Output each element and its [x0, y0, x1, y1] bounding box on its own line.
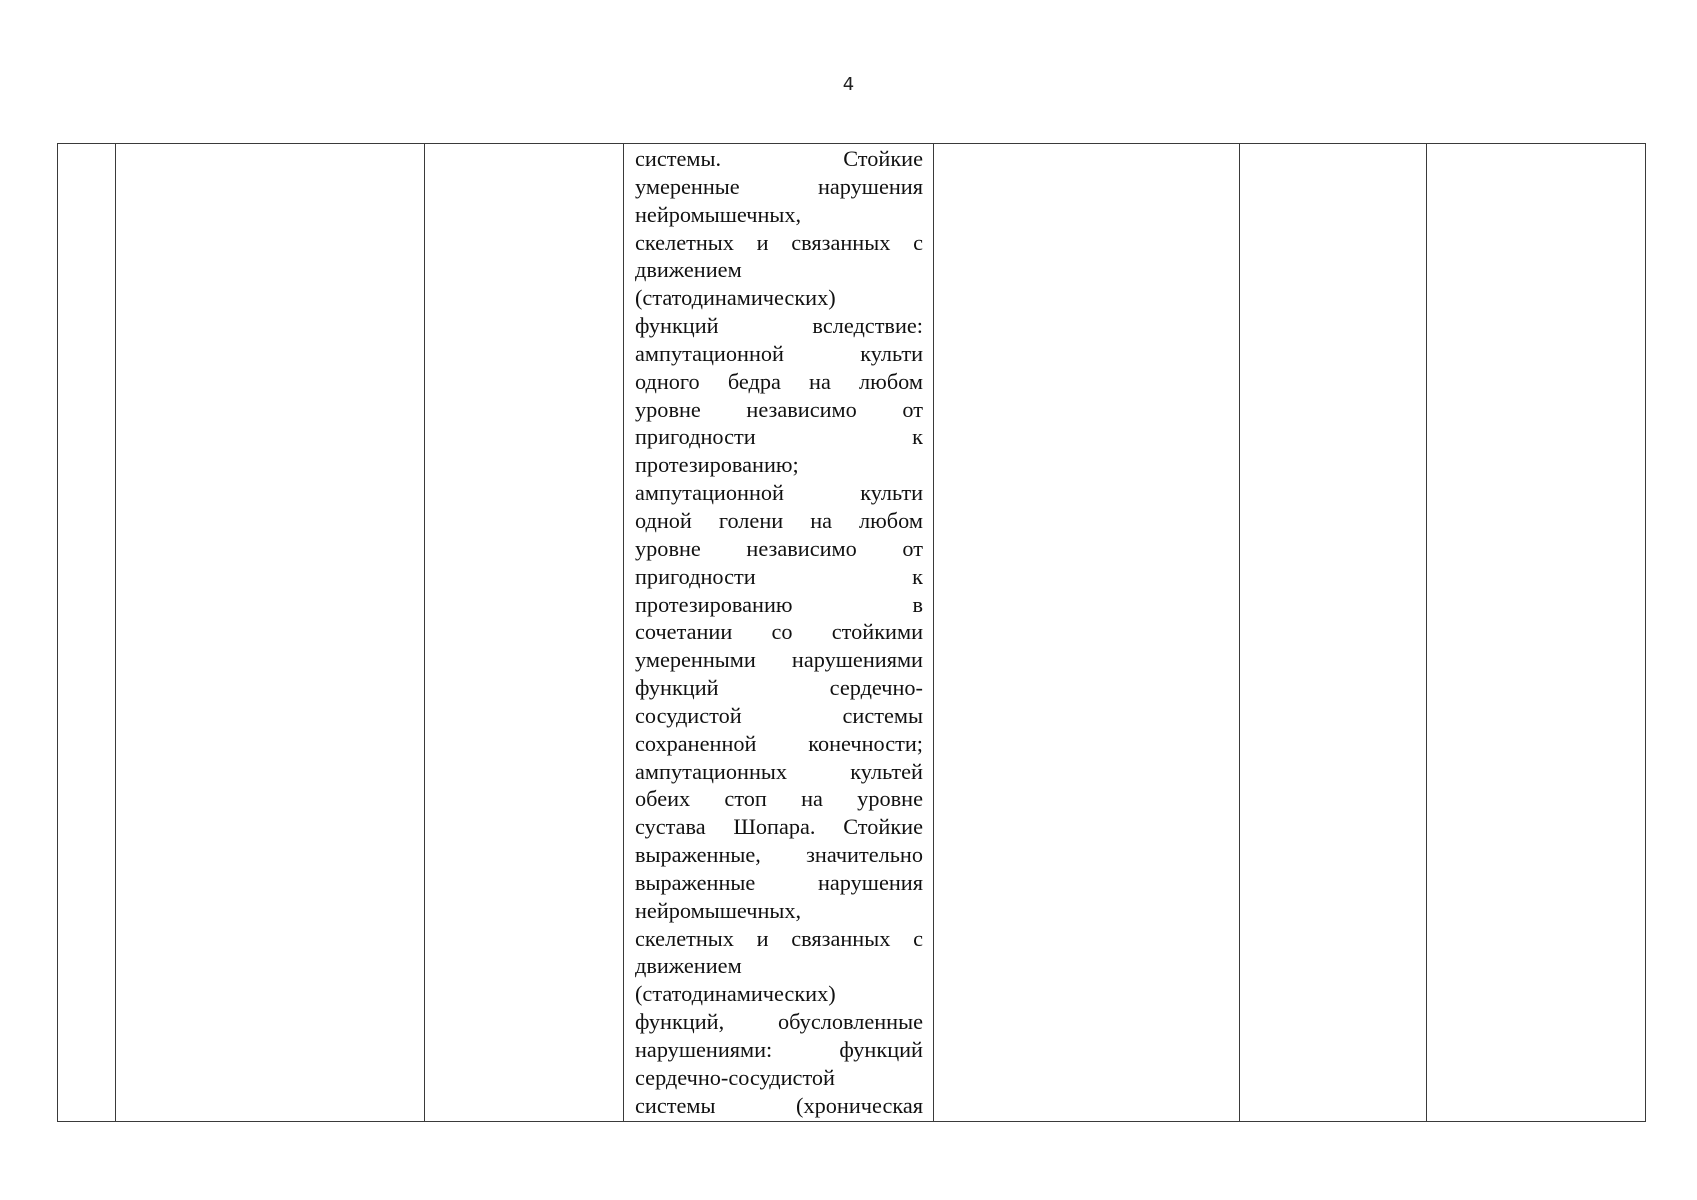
text-line: умеренные нарушения	[635, 173, 923, 199]
text-line: ампутационной культи	[635, 480, 923, 506]
table-row	[58, 144, 1646, 1122]
text-line: пригодности к	[635, 563, 923, 589]
text-line: функций вследствие:	[635, 313, 923, 339]
text-line: функций сердечно-	[635, 675, 923, 701]
document-table	[57, 143, 1646, 1122]
text-line: умеренными нарушениями	[635, 647, 923, 673]
text-line: одного бедра на любом	[635, 368, 923, 394]
table-cell-col4	[624, 144, 934, 1122]
text-line: уровне независимо от	[635, 535, 923, 561]
text-line: ампутационных культей	[635, 758, 923, 784]
text-line: системы. Стойкие	[635, 146, 923, 171]
text-line: выраженные нарушения	[635, 869, 923, 895]
text-line: сочетании со стойкими	[635, 619, 923, 645]
page-number: 4	[842, 74, 855, 95]
text-line: движением	[635, 257, 742, 283]
text-line: сердечно-сосудистой	[635, 1064, 835, 1090]
text-line: нейромышечных,	[635, 897, 802, 923]
text-line: ампутационной культи	[635, 340, 923, 366]
text-line: уровне независимо от	[635, 396, 923, 422]
text-line: системы (хроническая	[635, 1092, 923, 1118]
text-line: обеих стоп на уровне	[635, 786, 923, 812]
table-cell-col6	[1240, 144, 1427, 1122]
text-line: скелетных и связанных с	[635, 229, 923, 255]
text-line: (статодинамических)	[635, 285, 836, 311]
text-line: движением	[635, 953, 742, 979]
text-line: сосудистой системы	[635, 702, 923, 728]
table-cell-col7	[1427, 144, 1646, 1122]
text-line: протезированию в	[635, 591, 923, 617]
text-line: сохраненной конечности;	[635, 730, 923, 756]
text-line: (статодинамических)	[635, 981, 836, 1007]
table-cell-col1	[58, 144, 116, 1122]
text-line: нарушениями: функций	[635, 1037, 923, 1062]
text-line: функций, обусловленные	[635, 1009, 923, 1035]
col4-text-block	[624, 144, 933, 1121]
table-cell-col3	[425, 144, 624, 1122]
text-line: скелетных и связанных с	[635, 925, 923, 951]
table-cell-col2	[116, 144, 425, 1122]
text-line: пригодности к	[635, 424, 923, 450]
text-line: протезированию;	[635, 452, 799, 478]
text-line: сустава Шопара. Стойкие	[635, 814, 923, 840]
text-line: нейромышечных,	[635, 201, 802, 227]
text-line: выраженные, значительно	[635, 842, 923, 868]
text-line: одной голени на любом	[635, 507, 923, 533]
table-cell-col5	[934, 144, 1240, 1122]
